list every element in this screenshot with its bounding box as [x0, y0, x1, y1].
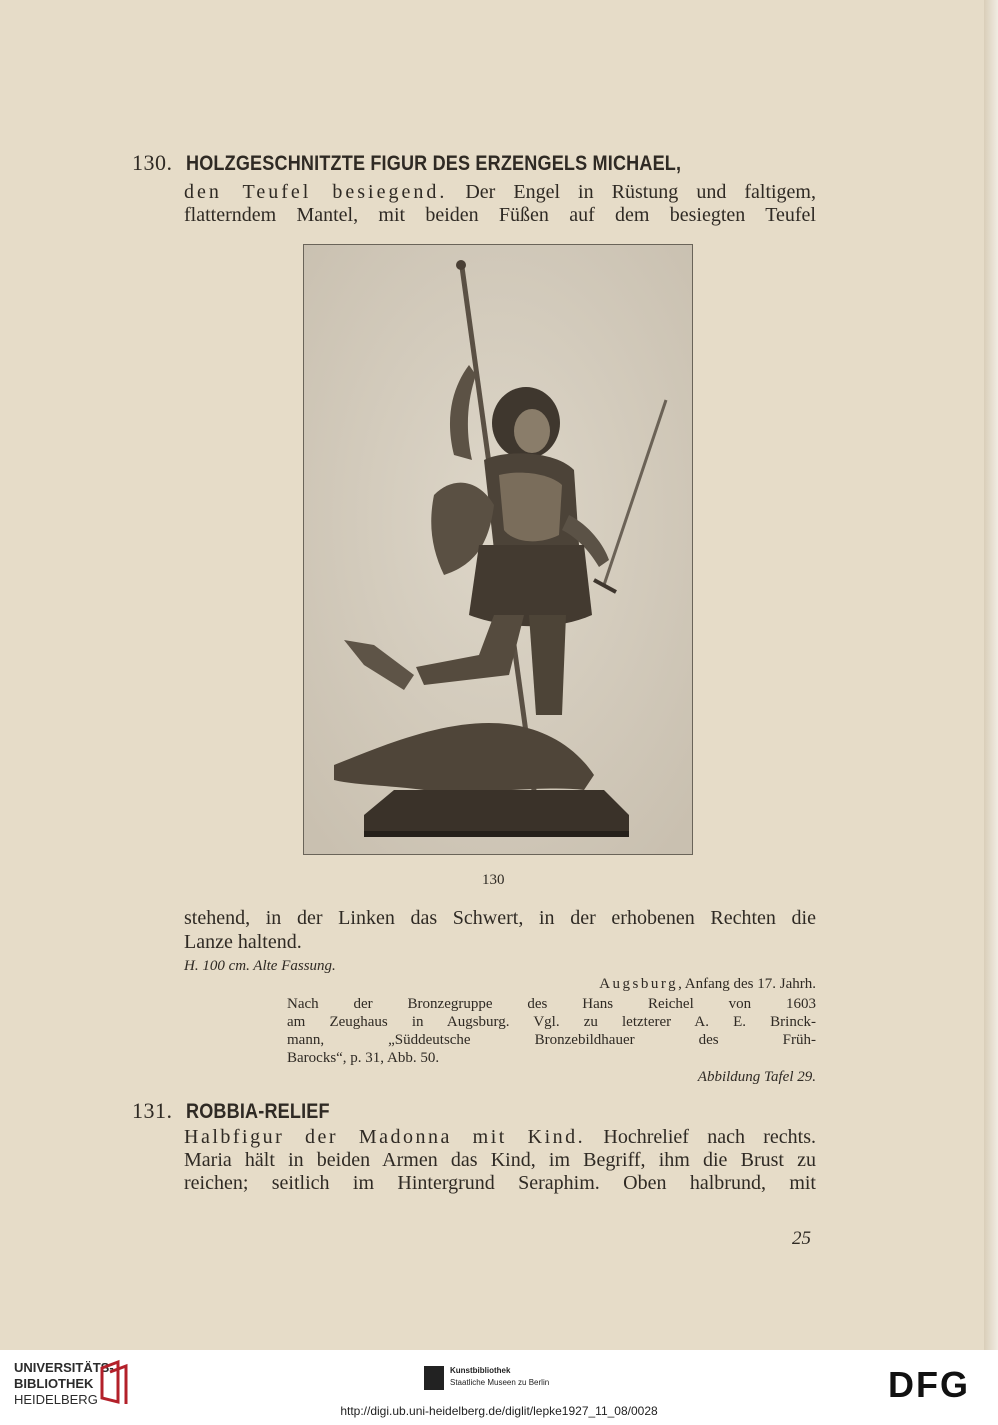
figure-caption-number: 130: [482, 872, 505, 888]
entry-130-line-1: [184, 180, 816, 204]
kunstbibliothek-logo[interactable]: [450, 1365, 549, 1389]
page-number: 25: [792, 1228, 811, 1249]
entry-131-number: 131.: [132, 1098, 173, 1123]
partner-subtitle: Staatliche Museen zu Berlin: [450, 1378, 550, 1387]
partner-name: Kunstbibliothek: [450, 1366, 511, 1375]
library-name-line-3: HEIDELBERG: [14, 1392, 98, 1407]
entry-130-line-4: Lanze haltend.: [184, 931, 302, 953]
entry-130-origin: [599, 976, 816, 993]
dfg-logo[interactable]: DFG: [888, 1364, 970, 1405]
entry-130-note-line-2: am Zeughaus in Augsburg. Vgl. zu letzterer A. E. Brinck-: [287, 1014, 816, 1030]
kunstbibliothek-logo-icon: [424, 1366, 444, 1390]
archangel-figure-illustration: [304, 245, 692, 854]
page-edge: [984, 0, 998, 1350]
entry-131-line-2: Maria hält in beiden Armen das Kind, im Begriff, ihm die Brust zu: [184, 1149, 816, 1171]
entry-131-line-3: reichen; seitlich im Hintergrund Seraphim. Oben halbrund, mit: [184, 1172, 816, 1194]
entry-130-line-1-rest: Der Engel in Rüstung und faltigem,: [447, 181, 816, 203]
entry-130-illustration-ref: Abbildung Tafel 29.: [697, 1069, 816, 1085]
entry-130-spaced-phrase: den Teufel besiegend.: [184, 181, 448, 203]
entry-130-note-line-1: Nach der Bronzegruppe des Hans Reichel von 1603: [287, 996, 816, 1012]
entry-130-number: 130.: [132, 150, 173, 175]
entry-131-line-1-rest: Hochrelief nach rechts.: [585, 1126, 817, 1148]
entry-130-dimensions: H. 100 cm. Alte Fassung.: [184, 958, 336, 974]
library-emblem-icon: [98, 1358, 134, 1406]
entry-130-note-line-4: Barocks“, p. 31, Abb. 50.: [287, 1050, 440, 1066]
entry-130-title: HOLZGESCHNITZTE FIGUR DES ERZENGELS MICHAEL,: [186, 152, 682, 175]
library-name-line-2: BIBLIOTHEK: [14, 1376, 94, 1391]
entry-130-line-2: flatterndem Mantel, mit beiden Füßen auf dem besiegten Teufel: [184, 204, 816, 226]
entry-130-origin-place: Augsburg: [599, 976, 679, 992]
entry-130-note-line-3: mann, „Süddeutsche Bronzebildhauer des Früh-: [287, 1032, 816, 1048]
permalink-url[interactable]: http://digi.ub.uni-heidelberg.de/diglit/lepke1927_11_08/0028: [340, 1404, 658, 1418]
figure-photo-archangel-michael: [303, 244, 693, 855]
library-name-line-1: UNIVERSITÄTS-: [14, 1360, 114, 1375]
entry-130-origin-date: , Anfang des 17. Jahrh.: [678, 976, 816, 992]
entry-131-spaced-phrase: Halbfigur der Madonna mit Kind.: [184, 1126, 586, 1148]
entry-131-title: ROBBIA-RELIEF: [186, 1100, 330, 1123]
entry-131-line-1: [184, 1125, 816, 1149]
entry-130-line-3: stehend, in der Linken das Schwert, in der erhobenen Rechten die: [184, 907, 816, 929]
